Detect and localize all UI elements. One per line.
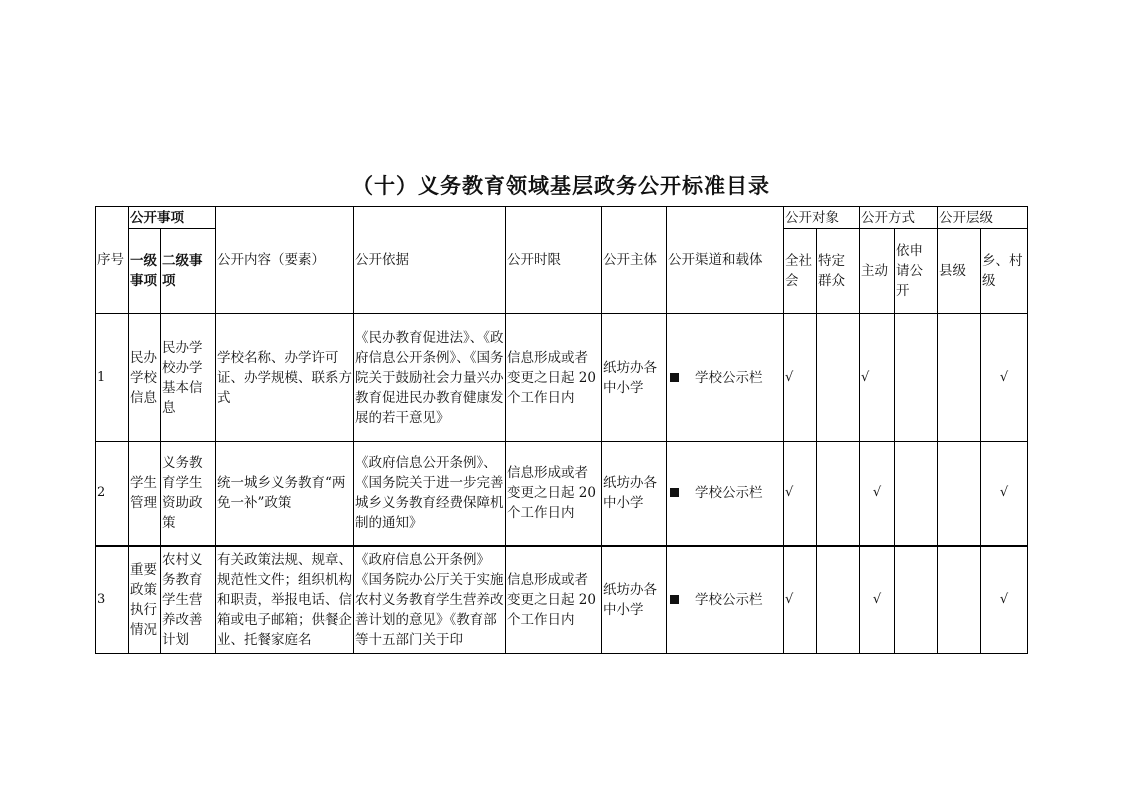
row-subject: 纸坊办各中小学	[602, 314, 667, 442]
row-method-active: √	[860, 546, 895, 654]
row-method-active: √	[860, 442, 895, 546]
header-target: 公开对象	[784, 207, 860, 229]
header-subject: 公开主体	[602, 207, 667, 314]
header-channel: 公开渠道和载体	[667, 207, 784, 314]
header-level: 公开层级	[938, 207, 1028, 229]
square-bullet-icon	[670, 488, 679, 497]
row-level-village: √	[981, 546, 1028, 654]
row-channel	[667, 314, 784, 442]
row-channel-text: 学校公示栏	[695, 591, 763, 608]
catalog-table-wrapper	[95, 206, 1027, 654]
row-method-apply	[895, 442, 938, 546]
table-row	[96, 442, 1028, 546]
header-time-limit: 公开时限	[506, 207, 602, 314]
row-target-specific	[817, 442, 860, 546]
row-time-limit: 信息形成或者变更之日起 20 个工作日内	[506, 546, 602, 654]
row-target-all: √	[784, 314, 817, 442]
row-content: 学校名称、办学许可证、办学规模、联系方式	[216, 314, 354, 442]
row-level1: 重要政策执行情况	[129, 546, 161, 654]
row-seq: 2	[96, 442, 129, 546]
header-content: 公开内容（要素）	[216, 207, 354, 314]
row-subject: 纸坊办各中小学	[602, 546, 667, 654]
row-subject: 纸坊办各中小学	[602, 442, 667, 546]
row-method-apply	[895, 314, 938, 442]
row-time-limit: 信息形成或者变更之日起 20 个工作日内	[506, 442, 602, 546]
row-level-county	[938, 546, 981, 654]
row-target-all: √	[784, 546, 817, 654]
row-level1: 民办学校信息	[129, 314, 161, 442]
row-channel	[667, 442, 784, 546]
header-target-specific: 特定群众	[817, 229, 860, 314]
header-level2: 二级事项	[161, 229, 216, 314]
row-method-active: √	[860, 314, 895, 442]
catalog-table	[95, 206, 1028, 654]
header-level1: 一级事项	[129, 229, 161, 314]
row-seq: 1	[96, 314, 129, 442]
row-basis: 《政府信息公开条例》、《国务院关于进一步完善城乡义务教育经费保障机制的通知》	[354, 442, 506, 546]
header-method: 公开方式	[860, 207, 938, 229]
row-level1: 学生管理	[129, 442, 161, 546]
header-level-county: 县级	[938, 229, 981, 314]
row-channel-text: 学校公示栏	[695, 369, 763, 386]
header-level-village: 乡、村级	[981, 229, 1028, 314]
header-row-1	[96, 207, 1028, 229]
row-basis: 《政府信息公开条例》《国务院办公厅关于实施农村义务教育学生营养改善计划的意见》《教育部等十五部门关于印	[354, 546, 506, 654]
row-content: 统一城乡义务教育“两免一补”政策	[216, 442, 354, 546]
row-level-village: √	[981, 314, 1028, 442]
header-basis: 公开依据	[354, 207, 506, 314]
row-target-specific	[817, 546, 860, 654]
row-level-county	[938, 314, 981, 442]
row-level-village: √	[981, 442, 1028, 546]
header-gongkai-shixiang: 公开事项	[129, 207, 216, 229]
table-row	[96, 546, 1028, 654]
row-level-county	[938, 442, 981, 546]
row-seq: 3	[96, 546, 129, 654]
header-method-active: 主动	[860, 229, 895, 314]
header-seq: 序号	[96, 207, 129, 314]
row-level2: 农村义务教育学生营养改善计划	[161, 546, 216, 654]
square-bullet-icon	[670, 373, 679, 382]
square-bullet-icon	[670, 595, 679, 604]
row-channel-text: 学校公示栏	[695, 485, 763, 502]
row-basis: 《民办教育促进法》、《政府信息公开条例》、《国务院关于鼓励社会力量兴办教育促进民办教育健康发展的若干意见》	[354, 314, 506, 442]
row-content: 有关政策法规、规章、规范性文件；组织机构和职责，举报电话、信箱或电子邮箱；供餐企业、托餐家庭名	[216, 546, 354, 654]
table-row	[96, 314, 1028, 442]
row-target-all: √	[784, 442, 817, 546]
page-title: （十）义务教育领域基层政务公开标准目录	[352, 174, 770, 198]
header-target-all: 全社会	[784, 229, 817, 314]
row-level2: 义务教育学生资助政策	[161, 442, 216, 546]
row-level2: 民办学校办学基本信息	[161, 314, 216, 442]
row-time-limit: 信息形成或者变更之日起 20 个工作日内	[506, 314, 602, 442]
row-channel	[667, 546, 784, 654]
row-target-specific	[817, 314, 860, 442]
row-method-apply	[895, 546, 938, 654]
header-method-apply: 依申请公开	[895, 229, 938, 314]
